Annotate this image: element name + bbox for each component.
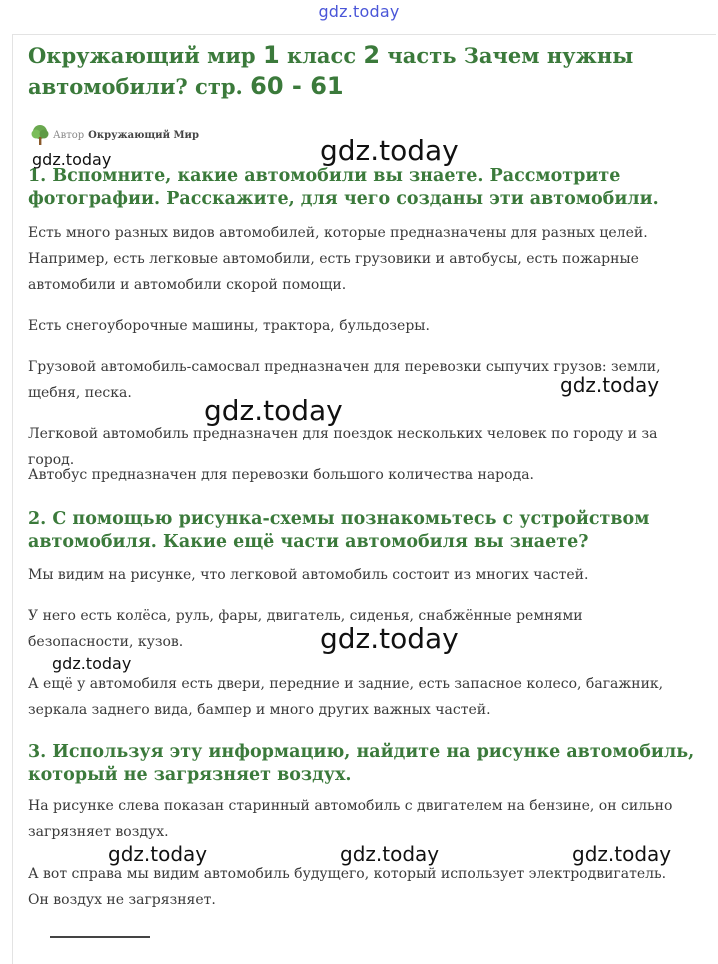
answer-paragraph: Есть много разных видов автомобилей, которые предназначены для разных целей. Например, есть легковые автомобили, есть грузовики и автобусы, есть пожарные автомобили и автомобили скорой помощи. [28,225,648,293]
article-meta [30,124,199,146]
watermark: gdz.today [572,842,672,866]
question-1-heading: 1. Вспомните, какие автомобили вы знаете. Рассмотрите фотографии. Расскажите, для чего созданы эти автомобили. [28,166,659,209]
answer-paragraph: Грузовой автомобиль-самосвал предназначен для перевозки сыпучих грузов: земли, щебня, песка. [28,359,661,401]
watermark: gdz.today [320,622,459,655]
answer-paragraph: А вот справа мы видим автомобиль будущего, который использует электродвигатель. Он воздух не загрязняет. [28,866,667,908]
author-label: Автор [53,129,85,141]
answer-paragraph: У него есть колёса, руль, фары, двигатель, сиденья, снабжённые ремнями безопасности, кузов. [28,608,583,650]
answer-paragraph: Автобус предназначен для перевозки большого количества народа. [28,467,534,483]
article-title: Окружающий мир 1 класс 2 часть Зачем нужны автомобили? стр. 60 - 61 [28,41,634,100]
watermark: gdz.today [340,842,440,866]
question-3-heading: 3. Используя эту информацию, найдите на рисунке автомобиль, который не загрязняет воздух. [28,742,695,785]
watermark: gdz.today [108,842,208,866]
answer-paragraph: Мы видим на рисунке, что легковой автомобиль состоит из многих частей. [28,567,589,583]
question-2-heading: 2. С помощью рисунка-схемы познакомьтесь с устройством автомобиля. Какие ещё части автомобиля вы знаете? [28,509,650,552]
next-section-fragment [50,936,150,938]
site-logo-link[interactable]: gdz.today [318,2,400,21]
author-name-link[interactable]: Окружающий Мир [88,129,199,141]
tree-icon [30,124,50,146]
watermark: gdz.today [204,394,343,427]
watermark: gdz.today [52,654,132,673]
watermark: gdz.today [560,373,660,397]
watermark: gdz.today [32,150,112,169]
answer-paragraph: А ещё у автомобиля есть двери, передние и задние, есть запасное колесо, багажник, зеркала заднего вида, бампер и много других важных частей. [28,676,664,718]
watermark: gdz.today [320,134,459,167]
answer-paragraph: Есть снегоуборочные машины, трактора, бульдозеры. [28,318,430,334]
answer-paragraph: Легковой автомобиль предназначен для поездок нескольких человек по городу и за город. [28,426,658,468]
answer-paragraph: На рисунке слева показан старинный автомобиль с двигателем на бензине, он сильно загрязняет воздух. [28,798,673,840]
